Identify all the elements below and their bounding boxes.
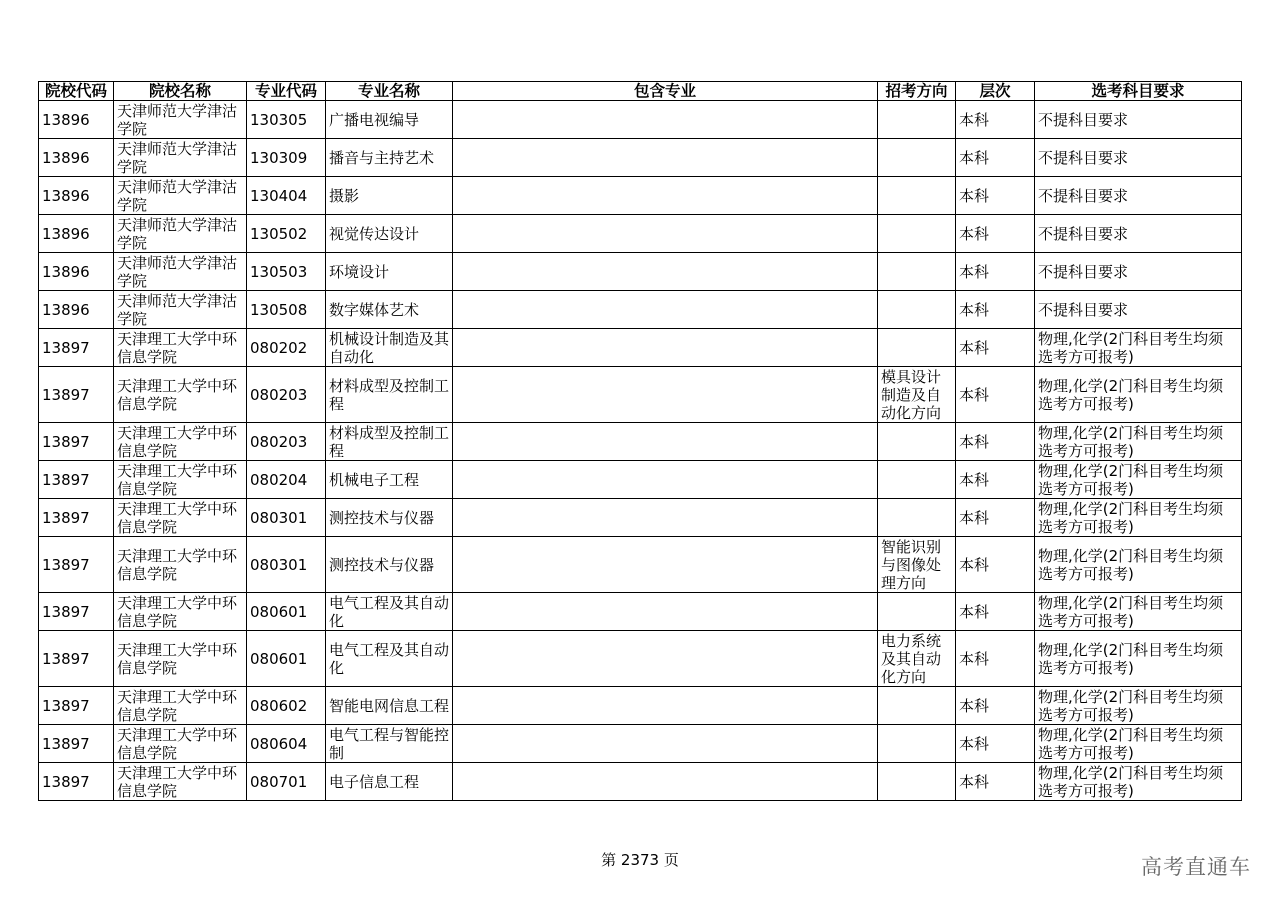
requirement-cell: 不提科目要求	[1035, 139, 1242, 177]
level-cell: 本科	[956, 461, 1035, 499]
table-row	[39, 593, 1242, 631]
school-name-cell: 天津理工大学中环信息学院	[114, 499, 247, 537]
table-row	[39, 291, 1242, 329]
level-cell: 本科	[956, 139, 1035, 177]
level-cell: 本科	[956, 687, 1035, 725]
major-name-cell: 视觉传达设计	[326, 215, 453, 253]
school-name-cell: 天津师范大学津沽学院	[114, 253, 247, 291]
major-name-cell: 机械电子工程	[326, 461, 453, 499]
major-name-cell: 材料成型及控制工程	[326, 367, 453, 423]
level-cell: 本科	[956, 537, 1035, 593]
major-code-cell: 080602	[247, 687, 326, 725]
table-row	[39, 687, 1242, 725]
major-name-cell: 环境设计	[326, 253, 453, 291]
requirement-cell: 物理,化学(2门科目考生均须选考方可报考)	[1035, 329, 1242, 367]
included-majors-cell	[453, 177, 878, 215]
requirement-cell: 不提科目要求	[1035, 291, 1242, 329]
school-name-cell: 天津理工大学中环信息学院	[114, 763, 247, 801]
major-name-cell: 播音与主持艺术	[326, 139, 453, 177]
table-row	[39, 329, 1242, 367]
level-cell: 本科	[956, 329, 1035, 367]
major-name-cell: 电气工程及其自动化	[326, 631, 453, 687]
direction-cell	[878, 215, 956, 253]
table-row	[39, 763, 1242, 801]
level-cell: 本科	[956, 367, 1035, 423]
school-code-cell: 13896	[39, 101, 114, 139]
school-code-cell: 13896	[39, 177, 114, 215]
admission-table	[38, 81, 1242, 801]
table-row	[39, 367, 1242, 423]
major-name-cell: 机械设计制造及其自动化	[326, 329, 453, 367]
major-code-cell: 130305	[247, 101, 326, 139]
major-code-cell: 080301	[247, 537, 326, 593]
direction-cell: 电力系统及其自动化方向	[878, 631, 956, 687]
school-code-cell: 13897	[39, 537, 114, 593]
table-row	[39, 423, 1242, 461]
school-name-cell: 天津师范大学津沽学院	[114, 291, 247, 329]
direction-cell	[878, 253, 956, 291]
table-row	[39, 631, 1242, 687]
level-cell: 本科	[956, 101, 1035, 139]
major-code-cell: 080204	[247, 461, 326, 499]
school-name-cell: 天津理工大学中环信息学院	[114, 631, 247, 687]
school-code-cell: 13897	[39, 631, 114, 687]
direction-cell	[878, 177, 956, 215]
direction-cell	[878, 593, 956, 631]
major-name-cell: 电气工程及其自动化	[326, 593, 453, 631]
school-name-cell: 天津理工大学中环信息学院	[114, 537, 247, 593]
level-cell: 本科	[956, 215, 1035, 253]
school-code-cell: 13897	[39, 367, 114, 423]
requirement-cell: 不提科目要求	[1035, 177, 1242, 215]
major-name-cell: 广播电视编导	[326, 101, 453, 139]
table-header-row	[39, 82, 1242, 101]
direction-cell	[878, 725, 956, 763]
included-majors-cell	[453, 215, 878, 253]
major-name-cell: 摄影	[326, 177, 453, 215]
table-row	[39, 177, 1242, 215]
direction-cell	[878, 329, 956, 367]
major-name-cell: 电子信息工程	[326, 763, 453, 801]
direction-cell	[878, 139, 956, 177]
major-code-cell: 080202	[247, 329, 326, 367]
direction-cell	[878, 687, 956, 725]
level-cell: 本科	[956, 291, 1035, 329]
included-majors-cell	[453, 101, 878, 139]
school-code-cell: 13897	[39, 763, 114, 801]
requirement-cell: 物理,化学(2门科目考生均须选考方可报考)	[1035, 537, 1242, 593]
school-name-cell: 天津理工大学中环信息学院	[114, 725, 247, 763]
header-school-name: 院校名称	[114, 82, 247, 101]
major-code-cell: 130503	[247, 253, 326, 291]
school-name-cell: 天津理工大学中环信息学院	[114, 423, 247, 461]
table-row	[39, 253, 1242, 291]
school-code-cell: 13897	[39, 725, 114, 763]
level-cell: 本科	[956, 631, 1035, 687]
major-code-cell: 080601	[247, 593, 326, 631]
table-row	[39, 499, 1242, 537]
watermark: 高考直通车	[1141, 855, 1251, 879]
major-name-cell: 材料成型及控制工程	[326, 423, 453, 461]
requirement-cell: 物理,化学(2门科目考生均须选考方可报考)	[1035, 461, 1242, 499]
table-body	[39, 101, 1242, 801]
direction-cell: 模具设计制造及自动化方向	[878, 367, 956, 423]
level-cell: 本科	[956, 423, 1035, 461]
included-majors-cell	[453, 687, 878, 725]
school-name-cell: 天津师范大学津沽学院	[114, 139, 247, 177]
requirement-cell: 物理,化学(2门科目考生均须选考方可报考)	[1035, 499, 1242, 537]
major-code-cell: 130404	[247, 177, 326, 215]
included-majors-cell	[453, 499, 878, 537]
major-name-cell: 智能电网信息工程	[326, 687, 453, 725]
included-majors-cell	[453, 329, 878, 367]
major-code-cell: 080203	[247, 367, 326, 423]
major-name-cell: 数字媒体艺术	[326, 291, 453, 329]
school-code-cell: 13897	[39, 423, 114, 461]
header-school-code: 院校代码	[39, 82, 114, 101]
table-row	[39, 101, 1242, 139]
school-name-cell: 天津理工大学中环信息学院	[114, 461, 247, 499]
major-code-cell: 130309	[247, 139, 326, 177]
level-cell: 本科	[956, 593, 1035, 631]
level-cell: 本科	[956, 253, 1035, 291]
school-code-cell: 13896	[39, 139, 114, 177]
included-majors-cell	[453, 253, 878, 291]
direction-cell	[878, 291, 956, 329]
included-majors-cell	[453, 291, 878, 329]
major-code-cell: 080604	[247, 725, 326, 763]
major-name-cell: 电气工程与智能控制	[326, 725, 453, 763]
school-code-cell: 13897	[39, 499, 114, 537]
table-row	[39, 215, 1242, 253]
included-majors-cell	[453, 367, 878, 423]
school-name-cell: 天津理工大学中环信息学院	[114, 329, 247, 367]
header-included-majors: 包含专业	[453, 82, 878, 101]
direction-cell	[878, 423, 956, 461]
header-subject-requirement: 选考科目要求	[1035, 82, 1242, 101]
level-cell: 本科	[956, 725, 1035, 763]
requirement-cell: 不提科目要求	[1035, 215, 1242, 253]
level-cell: 本科	[956, 499, 1035, 537]
school-name-cell: 天津理工大学中环信息学院	[114, 687, 247, 725]
major-code-cell: 080701	[247, 763, 326, 801]
included-majors-cell	[453, 763, 878, 801]
included-majors-cell	[453, 461, 878, 499]
major-code-cell: 080203	[247, 423, 326, 461]
school-name-cell: 天津师范大学津沽学院	[114, 215, 247, 253]
major-code-cell: 080301	[247, 499, 326, 537]
direction-cell	[878, 101, 956, 139]
included-majors-cell	[453, 139, 878, 177]
major-name-cell: 测控技术与仪器	[326, 537, 453, 593]
level-cell: 本科	[956, 177, 1035, 215]
table-row	[39, 725, 1242, 763]
school-code-cell: 13897	[39, 461, 114, 499]
header-level: 层次	[956, 82, 1035, 101]
requirement-cell: 不提科目要求	[1035, 253, 1242, 291]
included-majors-cell	[453, 423, 878, 461]
school-name-cell: 天津理工大学中环信息学院	[114, 367, 247, 423]
requirement-cell: 物理,化学(2门科目考生均须选考方可报考)	[1035, 631, 1242, 687]
included-majors-cell	[453, 537, 878, 593]
level-cell: 本科	[956, 763, 1035, 801]
requirement-cell: 物理,化学(2门科目考生均须选考方可报考)	[1035, 687, 1242, 725]
header-major-code: 专业代码	[247, 82, 326, 101]
school-name-cell: 天津师范大学津沽学院	[114, 101, 247, 139]
direction-cell	[878, 763, 956, 801]
direction-cell: 智能识别与图像处理方向	[878, 537, 956, 593]
direction-cell	[878, 461, 956, 499]
major-name-cell: 测控技术与仪器	[326, 499, 453, 537]
header-major-name: 专业名称	[326, 82, 453, 101]
table-row	[39, 139, 1242, 177]
school-name-cell: 天津师范大学津沽学院	[114, 177, 247, 215]
table-row	[39, 461, 1242, 499]
included-majors-cell	[453, 725, 878, 763]
school-code-cell: 13897	[39, 687, 114, 725]
school-code-cell: 13897	[39, 329, 114, 367]
direction-cell	[878, 499, 956, 537]
requirement-cell: 物理,化学(2门科目考生均须选考方可报考)	[1035, 423, 1242, 461]
requirement-cell: 物理,化学(2门科目考生均须选考方可报考)	[1035, 725, 1242, 763]
major-code-cell: 130502	[247, 215, 326, 253]
page-number: 第 2373 页	[601, 851, 679, 869]
requirement-cell: 物理,化学(2门科目考生均须选考方可报考)	[1035, 367, 1242, 423]
school-name-cell: 天津理工大学中环信息学院	[114, 593, 247, 631]
included-majors-cell	[453, 593, 878, 631]
included-majors-cell	[453, 631, 878, 687]
requirement-cell: 不提科目要求	[1035, 101, 1242, 139]
table-row	[39, 537, 1242, 593]
school-code-cell: 13896	[39, 291, 114, 329]
school-code-cell: 13896	[39, 253, 114, 291]
major-code-cell: 130508	[247, 291, 326, 329]
header-direction: 招考方向	[878, 82, 956, 101]
requirement-cell: 物理,化学(2门科目考生均须选考方可报考)	[1035, 763, 1242, 801]
major-code-cell: 080601	[247, 631, 326, 687]
school-code-cell: 13897	[39, 593, 114, 631]
school-code-cell: 13896	[39, 215, 114, 253]
requirement-cell: 物理,化学(2门科目考生均须选考方可报考)	[1035, 593, 1242, 631]
